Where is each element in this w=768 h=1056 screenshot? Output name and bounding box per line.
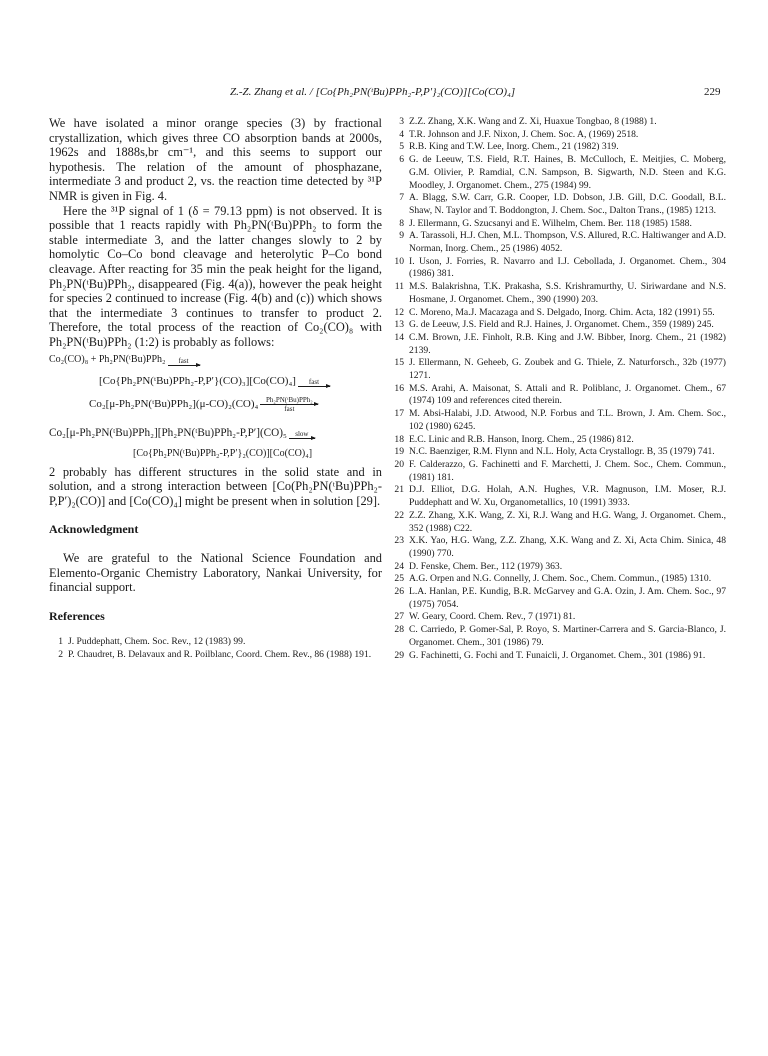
scheme-line-5: [Co{Ph₂PN(ᵗBu)PPh₂-P,P′}₂(CO)][Co(CO)₄] xyxy=(133,447,313,459)
reference-text: E.C. Linic and R.B. Hanson, Inorg. Chem., 25 (1986) 812. xyxy=(409,433,634,445)
reference-text: C.M. Brown, J.E. Finholt, R.B. King and J.W. Bibber, Inorg. Chem., 21 (1982) 2139. xyxy=(409,331,726,356)
reference-item xyxy=(390,611,726,624)
reference-number: 29 xyxy=(394,649,404,661)
reference-item xyxy=(390,218,726,231)
reference-number: 12 xyxy=(394,306,404,318)
arrow-4-label: slow xyxy=(295,429,309,438)
reference-text: L.A. Hanlan, P.E. Kundig, B.R. McGarvey and G.A. Ozin, J. Am. Chem. Soc., 97 (1975) 7054. xyxy=(409,586,726,610)
reference-text: X.K. Yao, H.G. Wang, Z.Z. Zhang, X.K. Wang and Z. Xi, Acta Chim. Sinica, 48 (1990) 770. xyxy=(409,535,726,559)
reference-text: G. Fachinetti, G. Fochi and T. Funaicli, J. Organomet. Chem., 301 (1986) 91. xyxy=(409,649,706,661)
arrow-3-label-below: fast xyxy=(284,404,295,413)
reference-number: 2 xyxy=(58,648,63,660)
references-heading: References xyxy=(49,609,105,624)
reference-text: J. Puddephatt, Chem. Soc. Rev., 12 (1983) 99. xyxy=(68,636,246,648)
body-paragraph-3: 2 probably has different structures in the solid state and in solution, and a strong interaction between [Co(Ph₂PN(ᵗBu)PPh₂-P,P′)₂(CO)] and [Co(CO)₄] might be present when in solution [29]. xyxy=(49,464,382,508)
arrow-3-label-above: Ph₂PN(ᵗBu)PPh₂ xyxy=(266,395,313,404)
acknowledgment-heading: Acknowledgment xyxy=(49,522,139,537)
reference-item xyxy=(390,357,726,382)
reference-text: W. Geary, Coord. Chem. Rev., 7 (1971) 81. xyxy=(409,611,576,623)
reference-number: 20 xyxy=(394,458,404,470)
reference-text: P. Chaudret, B. Delavaux and R. Poilblanc, Coord. Chem. Rev., 86 (1988) 191. xyxy=(68,648,372,660)
reference-text: C. Moreno, Ma.J. Macazaga and S. Delgado, Inorg. Chim. Acta, 182 (1991) 55. xyxy=(409,306,715,318)
reference-item xyxy=(390,281,726,306)
reference-number: 15 xyxy=(394,357,404,369)
scheme-line-2: [Co{Ph₂PN(ᵗBu)PPh₂-P,P′}(CO)₃][Co(CO)₄] xyxy=(99,374,296,387)
reference-number: 10 xyxy=(394,255,404,267)
reference-item xyxy=(390,650,726,663)
reference-number: 6 xyxy=(399,154,404,166)
scheme-line-1: Co₂(CO)₈ + Ph₂PN(ᵗBu)PPh₂ xyxy=(49,353,166,365)
reference-text: J. Ellermann, N. Geheeb, G. Zoubek and G. Thiele, Z. Naturforsch., 32b (1977) 1271. xyxy=(409,357,726,382)
reference-text: J. Ellermann, G. Szucsanyi and E. Wilhelm, Chem. Ber. 118 (1985) 1588. xyxy=(409,217,692,229)
reference-text: A. Blagg, S.W. Carr, G.R. Cooper, I.D. Dobson, J.B. Gill, D.C. Goodall, B.L. Shaw, N. Taylor and T. Boddongton, J. Chem. Soc., Dalton Trans., (1985) 1213. xyxy=(409,192,726,216)
reference-item xyxy=(390,446,726,459)
reaction-arrow-1 xyxy=(168,357,200,366)
reference-item xyxy=(390,484,726,509)
reference-item xyxy=(390,116,726,129)
reference-item xyxy=(390,408,726,433)
reference-number: 16 xyxy=(394,382,404,394)
right-column xyxy=(390,116,726,662)
reference-item xyxy=(390,624,726,649)
reaction-arrow-2 xyxy=(298,378,330,387)
reference-text: M.S. Arahi, A. Maisonat, S. Attali and R. Poliblanc, J. Organomet. Chem., 67 (1974) 109 and references cited therein. xyxy=(409,382,726,407)
reference-item xyxy=(390,510,726,535)
reference-number: 24 xyxy=(394,560,404,572)
reaction-arrow-3 xyxy=(260,396,318,413)
reference-number: 14 xyxy=(394,331,404,343)
reference-item xyxy=(390,561,726,574)
reference-number: 19 xyxy=(394,446,404,458)
reference-number: 11 xyxy=(394,281,404,293)
references-list-left xyxy=(49,636,382,661)
reaction-scheme xyxy=(49,354,382,460)
reference-text: A. Tarassoli, H.J. Chen, M.L. Thompson, V.S. Allured, R.C. Haltiwanger and A.D. Norman, Inorg. Chem., 25 (1986) 4052. xyxy=(409,230,726,255)
reference-number: 18 xyxy=(394,433,404,445)
reference-item xyxy=(390,319,726,332)
reference-number: 5 xyxy=(399,141,404,153)
reference-item xyxy=(390,307,726,320)
body-paragraph-1: We have isolated a minor orange species (3) by fractional crystallization, which gives three CO absorption bands at 2000s, 1962s and 1888s,br cm⁻¹, and this seems to support our hypothesis. The relation of the amount of phosphazane, intermediate 3 and product 2, vs. the reaction time detected by ³¹P NMR is given in Fig. 4. xyxy=(49,116,382,203)
reference-item xyxy=(49,636,382,649)
reference-number: 8 xyxy=(399,217,404,229)
reference-text: Z.Z. Zhang, X.K. Wang and Z. Xi, Huaxue Tongbao, 8 (1988) 1. xyxy=(409,116,657,127)
reference-number: 28 xyxy=(394,624,404,636)
reference-item xyxy=(390,535,726,560)
reference-number: 7 xyxy=(399,192,404,204)
reference-text: G. de Leeuw, J.S. Field and R.J. Haines, J. Organomet. Chem., 359 (1989) 245. xyxy=(409,319,714,331)
reaction-arrow-4 xyxy=(289,430,315,439)
reference-item xyxy=(390,154,726,192)
reference-text: M. Absi-Halabi, J.D. Atwood, N.P. Forbus and T.L. Brown, J. Am. Chem. Soc., 102 (1980) 6245. xyxy=(409,408,726,432)
reference-text: N.C. Baenziger, R.M. Flynn and N.L. Holy, Acta Crystallogr. B, 35 (1979) 741. xyxy=(409,446,715,458)
reference-text: D.J. Elliot, D.G. Holah, A.N. Hughes, V.R. Magnuson, I.M. Moser, R.J. Puddephatt and W. Xu, Organometallics, 10 (1991) 3933. xyxy=(409,484,726,509)
acknowledgment-text: We are grateful to the National Science Foundation and Elemento-Organic Chemistry Laboratory, Nankai University, for financial support. xyxy=(49,551,382,595)
references-list-right xyxy=(390,116,726,662)
reference-text: R.B. King and T.W. Lee, Inorg. Chem., 21 (1982) 319. xyxy=(409,141,619,153)
reference-number: 22 xyxy=(394,509,404,521)
scheme-line-4: Co₂[μ-Ph₂PN(ᵗBu)PPh₂][Ph₂PN(ᵗBu)PPh₂-P,P′](CO)₅ xyxy=(49,426,287,439)
reference-number: 17 xyxy=(394,408,404,420)
left-column xyxy=(49,116,382,661)
running-head: Z.-Z. Zhang et al. / [Co{Ph₂PN(ᵗBu)PPh₂-P,P′}₂(CO)][Co(CO)₄] xyxy=(230,86,516,98)
reference-item xyxy=(390,586,726,611)
reference-text: M.S. Balakrishna, T.K. Prakasha, S.S. Krishramurthy, U. Siriwardane and N.S. Hosmane, J. Organomet. Chem., 390 (1990) 203. xyxy=(409,281,726,305)
arrow-1-label: fast xyxy=(178,356,189,365)
reference-item xyxy=(390,192,726,217)
reference-number: 23 xyxy=(394,535,404,547)
reference-item xyxy=(390,129,726,142)
reference-text: A.G. Orpen and N.G. Connelly, J. Chem. Soc., Chem. Commun., (1985) 1310. xyxy=(409,573,712,585)
reference-number: 27 xyxy=(394,611,404,623)
reference-number: 25 xyxy=(394,573,404,585)
reference-text: D. Fenske, Chem. Ber., 112 (1979) 363. xyxy=(409,560,563,572)
reference-text: C. Carriedo, P. Gomer-Sal, P. Royo, S. Martiner-Carrera and S. Garcia-Blanco, J. Organomet. Chem., 301 (1986) 79. xyxy=(409,624,726,648)
reference-number: 26 xyxy=(394,586,404,598)
reference-item xyxy=(390,332,726,357)
reference-item xyxy=(390,230,726,255)
reference-number: 4 xyxy=(399,128,404,140)
reference-item xyxy=(390,256,726,281)
reference-number: 3 xyxy=(399,116,404,127)
reference-item xyxy=(390,573,726,586)
reference-number: 1 xyxy=(58,636,63,648)
reference-item xyxy=(390,383,726,408)
page-number: 229 xyxy=(704,86,721,98)
reference-item xyxy=(390,141,726,154)
reference-item xyxy=(390,459,726,484)
reference-text: Z.Z. Zhang, X.K. Wang, Z. Xi, R.J. Wang and H.G. Wang, J. Organomet. Chem., 352 (1988) C22. xyxy=(409,509,726,534)
reference-text: T.R. Johnson and J.F. Nixon, J. Chem. Soc. A, (1969) 2518. xyxy=(409,128,639,140)
body-paragraph-2: Here the ³¹P signal of 1 (δ = 79.13 ppm) is not observed. It is possible that 1 reacts rapidly with Ph₂PN(ᵗBu)PPh₂ to form the stable intermediate 3, and the latter changes slowly to 2 by homolytic Co–Co bond cleavage and heterolytic P–Co bond cleavage. After reacting for 35 min the peak height for the ligand, Ph₂PN(ᵗBu)PPh₂, disappeared (Fig. 4(a)), however the peak height for species 2 continued to increase (Fig. 4(b) and (c)) which shows that the intermediate 3 continues to transfer to product 2. Therefore, the total process of the reaction of Co₂(CO)₈ with Ph₂PN(ᵗBu)PPh₂ (1:2) is probably as follows: xyxy=(49,203,382,349)
arrow-2-label: fast xyxy=(308,377,320,386)
scheme-line-3: Co₂[μ-Ph₂PN(ᵗBu)PPh₂](μ-CO)₂(CO)₄ xyxy=(89,398,259,410)
reference-item xyxy=(49,649,382,662)
reference-item xyxy=(390,434,726,447)
reference-number: 21 xyxy=(394,484,404,496)
reference-number: 13 xyxy=(394,319,404,331)
reference-text: I. Uson, J. Forries, R. Navarro and I.J. Cebollada, J. Organomet. Chem., 304 (1986) 381. xyxy=(409,255,726,280)
reference-number: 9 xyxy=(399,230,404,242)
reference-text: G. de Leeuw, T.S. Field, R.T. Haines, B. McCulloch, E. Meitjies, C. Moberg, G.M. Olivier, P. Ramdial, C.N. Sampson, B. Sigwarth, N.D. Steen and K.G. Moodley, J. Organomet. Chem., 275 (1984) 99. xyxy=(409,154,726,191)
reference-text: F. Calderazzo, G. Fachinetti and F. Marchetti, J. Chem. Soc., Chem. Commun., (1981) 181. xyxy=(409,458,726,483)
